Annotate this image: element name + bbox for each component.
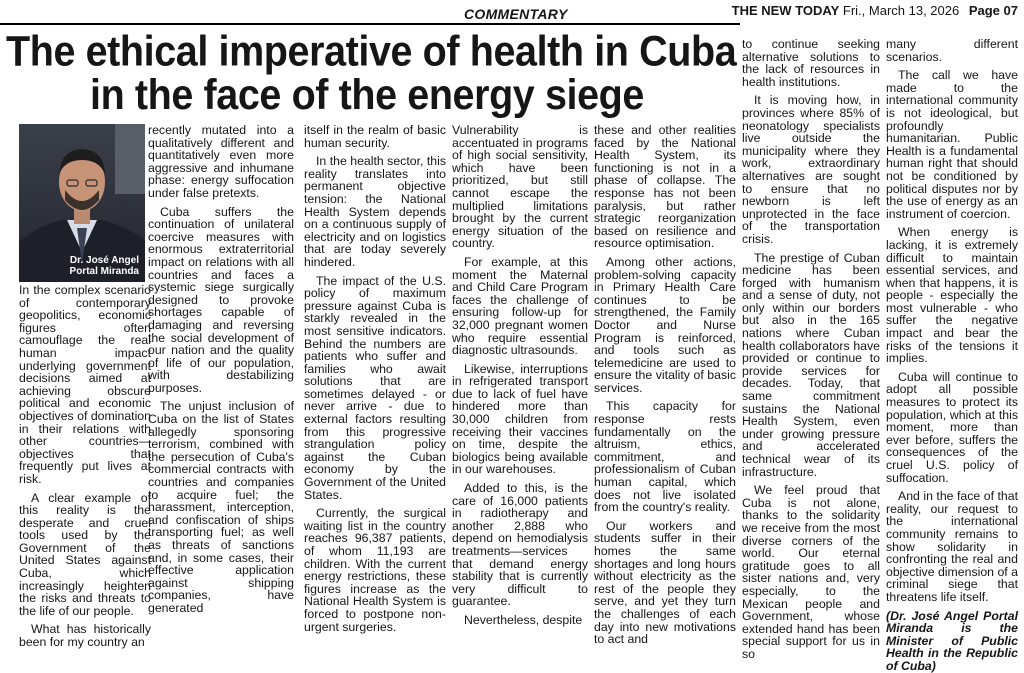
paragraph: Cuba will continue to adopt all possible measures to protect its population, which at this moment, more than ever before, suffers the consequences of the cruel U.S. policy of suffocation. — [886, 369, 1018, 485]
paragraph: Currently, the surgical waiting list in the country reaches 96,387 patients, of whom 11,193 are children. With the current energy restrictions, these figures increase as the National Health System is forced to postpone non-urgent surgeries. — [304, 506, 446, 634]
paragraph: In the complex scenario of contemporary geopolitics, economic figures often camouflage the real human impact underlying government decisions aimed at achieving obscure political and economic objectives of domination in their relations with other countries—objectives that frequently put lives at risk. — [19, 283, 151, 486]
paragraph: And in the face of that reality, our request to the international community remains to show solidarity in confronting the real and objective dimension of a criminal siege that threatens life itself. — [886, 489, 1018, 604]
paragraph: these and other realities faced by the National Health System, its functioning is not in a phase of collapse. The response has not been paralysis, but rather strategic reorganization based on resilience and resource optimisation. — [594, 123, 736, 251]
paragraph: A clear example of this reality is the desperate and cruel tools used by the Government of the United States against Cuba, which increasingly heighten the risks and threats to the life of our people. — [19, 490, 151, 618]
paragraph: It is moving how, in provinces where 85% of neonatology specialists live outside the municipality where they work, extraordinary alternatives are sought to ensure that no newborn is left unprotected in the face of the transportation crisis. — [742, 93, 880, 246]
header-rule — [0, 23, 740, 25]
article-column-7 — [886, 37, 1018, 673]
photo-caption — [70, 255, 139, 277]
article-column-2 — [148, 123, 294, 615]
article-column-1 — [19, 283, 151, 650]
paragraph: The impact of the U.S. policy of maximum pressure against Cuba is starkly revealed in the most sensitive indicators. Behind the numbers are patients who suffer and families who await solutions that are sometimes delayed - or never arrive - due to external factors resulting from this progressive strangulation policy against the Cuban economy by the Government of the United States. — [304, 273, 446, 502]
paragraph: itself in the realm of basic human security. — [304, 123, 446, 150]
paragraph: recently mutated into a qualitatively different and quantitatively even more aggressive and inhumane phase: energy suffocation under false pretexts. — [148, 123, 294, 200]
article-column-3 — [304, 123, 446, 634]
article-column-5 — [594, 123, 736, 647]
photo-caption-line-2: Portal Miranda — [69, 266, 139, 277]
headline-line-2: in the face of the energy siege — [90, 71, 644, 119]
paragraph: Our workers and students suffer in their homes the same shortages and long hours without electricity as the rest of the people they serve, and yet they turn the challenges of each day into new motivations to act and — [594, 518, 736, 647]
paragraph: For example, at this moment the Maternal and Child Care Program faces the challenge of ensuring follow-up for 32,000 pregnant women who require essential diagnostic ultrasounds. — [452, 254, 588, 358]
headline-line-1: The ethical imperative of health in Cuba — [6, 27, 737, 75]
paragraph: Likewise, interruptions in refrigerated transport due to lack of fuel have hindered more than 30,000 children from receiving their vaccines on time, despite the biologics being available in our warehouses. — [452, 361, 588, 477]
paragraph: Added to this, is the care of 16,000 patients in radiotherapy and another 2,888 who depend on hemodialysis treatments—services that demand energy stability that is currently very difficult to guarantee. — [452, 481, 588, 609]
paragraph: Nevertheless, despite — [464, 612, 583, 627]
page-number: Page 07 — [968, 3, 1018, 18]
page-header — [0, 0, 1024, 24]
paragraph: We feel proud that Cuba is not alone, thanks to the solidarity we receive from the most diverse corners of the world. Our eternal gratitude goes to all sister nations and, very especially, to the Mexican people and Government, whose extended hand has been special support for us in so — [742, 483, 880, 661]
article-headline — [6, 27, 737, 119]
paragraph: The unjust inclusion of Cuba on the list of States allegedly sponsoring terrorism, combined with the persecution of Cuba's commercial contracts with countries and companies to acquire fuel; the harassment, interception, and confiscation of ships transporting fuel; as well as threats of sanctions and, in some cases, their effective application against shipping companies, have generated — [148, 399, 294, 615]
publication-name: THE NEW TODAY — [731, 3, 840, 18]
paragraph: Vulnerability is accentuated in programs of high social sensitivity, which have been prioritized, but still cannot escape the multiplied limitations brought by the current energy situation of the country. — [452, 123, 588, 251]
paragraph: to continue seeking alternative solutions to the lack of resources in health institutions. — [742, 37, 880, 89]
author-note: (Dr. José Angel Portal Miranda is the Minister of Public Health in the Republic of Cuba) — [886, 608, 1018, 673]
photo-caption-line-1: Dr. José Angel — [69, 255, 139, 266]
article-column-6 — [742, 37, 880, 661]
section-label: COMMENTARY — [464, 6, 568, 22]
paragraph: In the health sector, this reality translates into permanent objective tension: the National Health System depends on a continuous supply of electricity and on logistics that are today severely hindered. — [304, 154, 446, 269]
paragraph: The call we have made to the international community is not ideological, but profoundly humanitarian. Public Health is a fundamental human right that should not be conditioned by political disputes nor by the use of energy as an instrument of coercion. — [886, 68, 1018, 221]
paragraph: Among other actions, problem-solving capacity in Primary Health Care continues to be strengthened, the Family Doctor and Nurse Program is reinforced, and tools such as telemedicine are used to ensure the vitality of basic services. — [594, 254, 736, 395]
publication-date: Fri., March 13, 2026 — [842, 3, 960, 18]
publication-info — [732, 3, 1018, 18]
article-column-4 — [452, 123, 588, 627]
author-photo — [19, 124, 145, 282]
paragraph: many different scenarios. — [886, 37, 1018, 64]
paragraph: When energy is lacking, it is extremely difficult to maintain essential services, and when that happens, it is people - especially the most vulnerable - who suffer the negative impact and bear the risks of the tensions it implies. — [886, 225, 1018, 366]
paragraph: Cuba suffers the continuation of unilateral coercive measures with enormous extraterritorial impact on relations with all countries and faces a systemic siege surgically designed to provoke shortages capable of damaging and reversing the social development of our nation and the quality of life of our population, with destabilizing purposes. — [148, 204, 294, 395]
paragraph: What has historically been for my country an — [19, 622, 151, 650]
paragraph: The prestige of Cuban medicine has been forged with humanism and a sense of duty, not only within our borders but also in the 165 nations where Cuban health collaborators have provided or continue to provide services for decades. Today, that same commitment sustains the National Health System, even under growing pressure and accelerated technical wear of its infrastructure. — [742, 250, 880, 479]
paragraph: This capacity for response rests fundamentally on the altruism, ethics, commitment, and professionalism of Cuban human capital, which does not live isolated from the country's reality. — [594, 399, 736, 515]
